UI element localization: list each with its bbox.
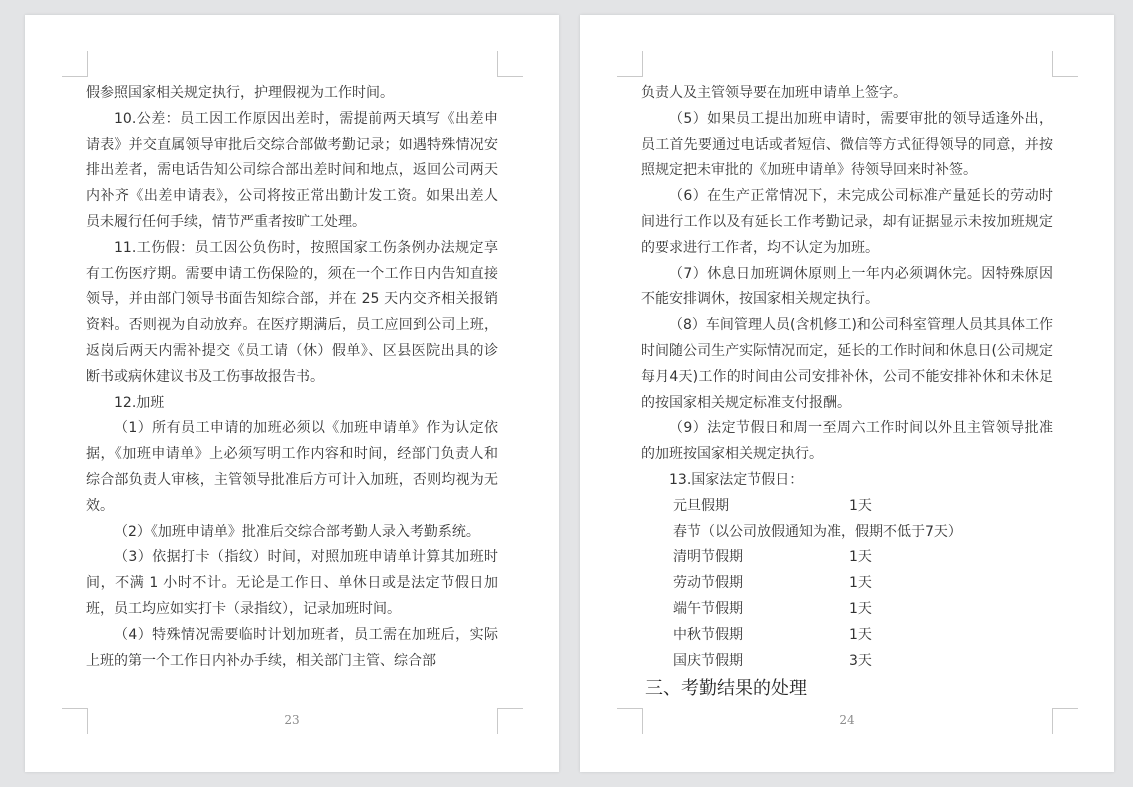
- holiday-days: 1天: [849, 497, 872, 514]
- page-body: [641, 81, 1053, 702]
- holiday-row: [641, 597, 1053, 623]
- section-heading: 三、考勤结果的处理: [645, 678, 807, 700]
- holiday-name: 春节（以公司放假通知为准，假期不低于7天）: [673, 523, 962, 540]
- paragraph: 假参照国家相关规定执行，护理假视为工作时间。: [86, 85, 394, 101]
- holiday-name: 中秋节假期: [673, 626, 743, 643]
- holiday-name: 劳动节假期: [673, 575, 743, 592]
- paragraph-overtime-4: （4）特殊情况需要临时计划加班者，员工需在加班后，实际上班的第一个工作日内补办手续，相关部门主管、综合部: [86, 626, 498, 669]
- holiday-row: [641, 494, 1053, 520]
- document-page-24: [580, 15, 1114, 772]
- paragraph: 负责人及主管领导要在加班申请单上签字。: [641, 85, 907, 101]
- page-number: 23: [284, 713, 300, 727]
- paragraph-overtime-6: （6）在生产正常情况下，未完成公司标准产量延长的劳动时间进行工作以及有延长工作考勤记录，却有证据显示未按加班规定的要求进行工作者，均不认定为加班。: [641, 188, 1053, 256]
- holiday-name: 端午节假期: [673, 600, 743, 617]
- holiday-days: 1天: [849, 575, 872, 592]
- paragraph-overtime-5: （5）如果员工提出加班申请时，需要审批的领导适逢外出，员工首先要通过电话或者短信、微信等方式征得领导的同意，并按照规定把未审批的《加班申请单》待领导回来时补签。: [641, 110, 1053, 179]
- document-page-23: [25, 15, 559, 772]
- holiday-row: [641, 520, 1053, 546]
- paragraph-overtime-8: （8）车间管理人员(含机修工)和公司科室管理人员其具体工作时间随公司生产实际情况而定，延长的工作时间和休息日(公司规定每月4天)工作的时间由公司安排补休，公司不能安排补休和未休足的按国家相关规定标准支付报酬。: [641, 317, 1053, 411]
- paragraph-overtime-2: （2）《加班申请单》批准后交综合部考勤人录入考勤系统。: [114, 523, 480, 540]
- paragraph-overtime-3: （3）依据打卡（指纹）时间，对照加班申请单计算其加班时间，不满 1 小时不计。无论是工作日、单休日或是法定节假日加班，员工均应如实打卡（录指纹），记录加班时间。: [86, 549, 498, 617]
- subheading-overtime: 12.加班: [114, 394, 165, 411]
- paragraph-overtime-7: （7）休息日加班调休原则上一年内必须调休完。因特殊原因不能安排调休，按国家相关规定执行。: [641, 265, 1053, 308]
- crop-mark-top-right: [497, 51, 523, 77]
- holiday-name: 国庆节假期: [673, 652, 743, 669]
- crop-mark-top-left: [62, 51, 88, 77]
- holiday-row: [641, 545, 1053, 571]
- holiday-days: 3天: [849, 652, 872, 669]
- holiday-list: [641, 494, 1053, 675]
- holiday-name: 清明节假期: [673, 549, 743, 566]
- holiday-days: 1天: [849, 626, 872, 643]
- crop-mark-top-left: [617, 51, 643, 77]
- paragraph-overtime-9: （9）法定节假日和周一至周六工作时间以外且主管领导批准的加班按国家相关规定执行。: [641, 420, 1053, 463]
- page-body: [86, 81, 498, 674]
- paragraph-overtime-1: （1）所有员工申请的加班必须以《加班申请单》作为认定依据，《加班申请单》上必须写明工作内容和时间，经部门负责人和综合部负责人审核，主管领导批准后方可计入加班，否则均视为无效。: [86, 420, 498, 514]
- crop-mark-top-right: [1052, 51, 1078, 77]
- holiday-row: [641, 649, 1053, 675]
- paragraph-work-injury-leave: 11.工伤假：员工因公负伤时，按照国家工伤条例办法规定享有工伤医疗期。需要申请工伤保险的，须在一个工作日内告知直接领导，并由部门领导书面告知综合部，并在 25 天内交齐相关报销资料。否则视为自动放弃。在医疗期满后，员工应回到公司上班，返岗后两天内需补提交《员工请（休）假单》、区县医院出具的诊断书或病休建议书及工伤事故报告书。: [86, 239, 498, 385]
- paragraph-business-trip: 10.公差：员工因工作原因出差时，需提前两天填写《出差申请表》并交直属领导审批后交综合部做考勤记录；如遇特殊情况安排出差者，需电话告知公司综合部出差时间和地点，返回公司两天内补齐《出差申请表》，公司将按正常出勤计发工资。如果出差人员未履行任何手续，情节严重者按旷工处理。: [86, 110, 498, 230]
- holidays-title: 13.国家法定节假日：: [669, 471, 804, 488]
- page-number: 24: [839, 713, 855, 727]
- holiday-days: 1天: [849, 600, 872, 617]
- holiday-days: 1天: [849, 549, 872, 566]
- holiday-row: [641, 623, 1053, 649]
- holiday-name: 元旦假期: [673, 497, 729, 514]
- holiday-row: [641, 571, 1053, 597]
